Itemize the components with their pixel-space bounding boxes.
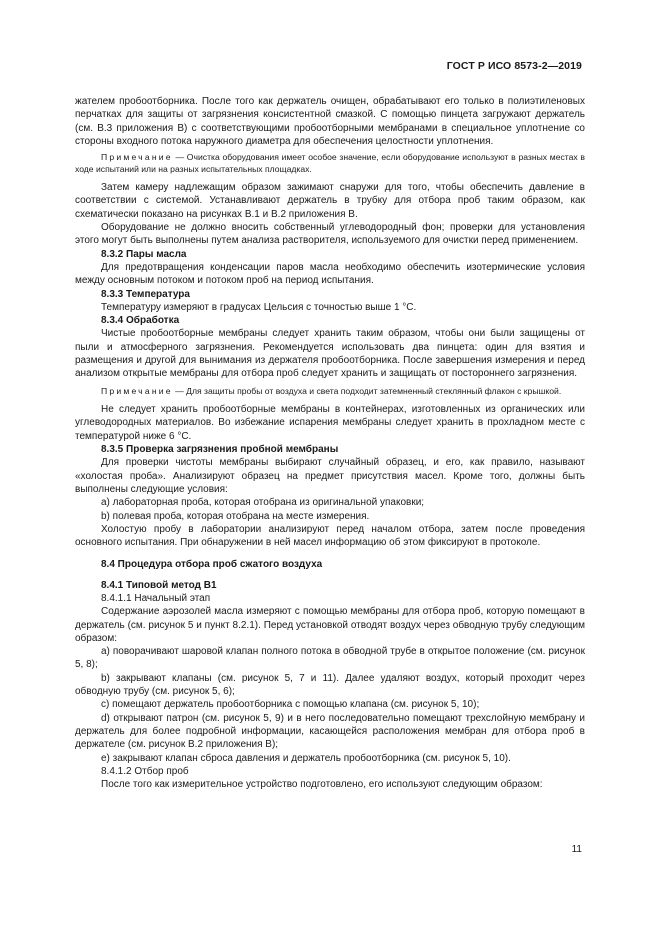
page-number: 11 [571, 844, 582, 855]
document-id-header: ГОСТ Р ИСО 8573-2—2019 [446, 60, 582, 72]
paragraph: жателем пробоотборника. После того как держатель очищен, обрабатывают его только в полиэтиленовых перчатках для защиты от загрязнения консистентной смазкой. С помощью пинцета загружают держатель (см. В.3 приложения В) с соответствующими пробоотборными мембранами в специальное уплотнение со стороны входного потока наружного диаметра для обеспечения целостности уплотнения. [75, 96, 585, 147]
list-item: d) открывают патрон (см. рисунок 5, 9) и в него последовательно помещают трехслойную мембрану и держатель для более подробной информации, касающейся расположения мембран для отбора проб в держателе (см. рисунок В.2 приложения В); [75, 712, 585, 751]
paragraph: Затем камеру надлежащим образом зажимают снаружи для того, чтобы обеспечить давление в соответствии с системой. Устанавливают держатель в трубку для отбора проб таким образом, как схематически показано на рисунках В.1 и В.2 приложения В. [75, 182, 585, 220]
paragraph: Чистые пробоотборные мембраны следует хранить таким образом, чтобы они были защищены от пыли и атмосферного загрязнения. Рекомендуется использовать два пинцета: один для взятия и размещения и другой для вынимания из держателя пробоотборника. После завершения измерения и перед анализом открытые мембраны для отбора проб следует хранить и защищать от постороннего загрязнения. [75, 328, 585, 380]
note [75, 152, 585, 175]
list-item: а) лабораторная проба, которая отобрана из оригинальной упаковки; [101, 497, 425, 509]
section-heading: 8.3.4 Обработка [101, 315, 180, 327]
list-item: с) помещают держатель пробоотборника с помощью клапана (см. рисунок 5, 10); [101, 699, 480, 711]
note-text: — Для защиты пробы от воздуха и света подходит затемненный стеклянный флакон с крышкой. [175, 385, 562, 396]
paragraph: Температуру измеряют в градусах Цельсия с точностью выше 1 °С. [101, 301, 417, 313]
section-heading: 8.3.3 Температура [101, 288, 190, 300]
list-item: b) закрывают клапаны (см. рисунок 5, 7 и 11). Далее удаляют воздух, который проходит через обводную трубу (см. рисунок 5, 6); [75, 672, 585, 698]
list-item: b) полевая проба, которая отобрана на месте измерения. [101, 510, 370, 522]
paragraph: Для предотвращения конденсации паров масла необходимо обеспечить изотермические условия между основным потоком и потоком проб на период испытания. [75, 261, 585, 287]
paragraph: Для проверки чистоты мембраны выбирают случайный образец, и его, как правило, называют «холостая проба». Анализируют образец на предмет присутствия масел. Кроме того, должны быть выполнены следующие условия: [75, 457, 585, 495]
list-item: а) поворачивают шаровой клапан полного потока в обводной трубе в открытое положение (см. рисунок 5, 8); [75, 646, 585, 671]
note-text: — Очистка оборудования имеет особое значение, если оборудование используют в разных местах в ходе испытаний или на разных испытательных площадках. [75, 152, 586, 174]
document-body [75, 95, 585, 791]
section-heading: 8.3.2 Пары масла [101, 248, 187, 260]
list-item: е) закрывают клапан сброса давления и держатель пробоотборника (см. рисунок 5, 10). [101, 752, 511, 764]
note-label: Примечание [101, 152, 173, 163]
section-heading: 8.4 Процедура отбора проб сжатого воздуха [101, 559, 323, 571]
paragraph: Холостую пробу в лаборатории анализируют перед началом отбора, затем после проведения основного испытания. При обнаружении в ней масел информацию об этом фиксируют в протоколе. [75, 523, 585, 549]
section-heading: 8.4.1 Типовой метод В1 [101, 579, 217, 591]
note-label: Примечание [101, 385, 173, 396]
subsection-heading: 8.4.1.2 Отбор проб [101, 765, 189, 777]
paragraph: После того как измерительное устройство подготовлено, его используют следующим образом: [101, 779, 543, 791]
paragraph: Не следует хранить пробоотборные мембраны в контейнерах, изготовленных из органических или углеводородных материалов. Во избежание испарения мембраны следует хранить в прохладном месте с температурой ниже 6 °С. [75, 404, 585, 442]
note [75, 386, 585, 398]
paragraph: Оборудование не должно вносить собственный углеводородный фон; проверки для установления этого могут быть выполнены путем анализа растворителя, используемого для очистки перед применением. [75, 222, 585, 247]
section-heading: 8.3.5 Проверка загрязнения пробной мембраны [101, 444, 339, 456]
paragraph: Содержание аэрозолей масла измеряют с помощью мембраны для отбора проб, которую помещают в держатель (см. рисунок 5 и пункт 8.2.1). Перед установкой отводят воздух через обводную трубу следующим образом: [75, 606, 585, 644]
subsection-heading: 8.4.1.1 Начальный этап [101, 593, 211, 604]
